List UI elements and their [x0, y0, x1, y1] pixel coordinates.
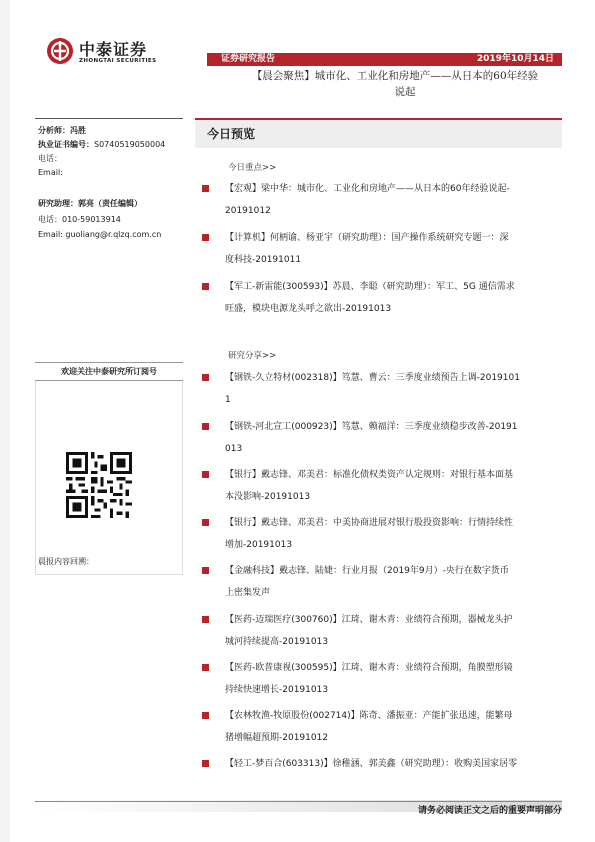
assistant-phone: 电话：010-59013914 [38, 215, 121, 224]
bullet-icon [202, 283, 209, 290]
focus-item[interactable]: 【计算机】何柄谕、杨亚宇（研究助理）：国产操作系统研究专题一：深 度科技-20191011 [225, 233, 509, 265]
bullet-icon [202, 234, 209, 241]
focus-section-head: 今日重点>> [228, 163, 277, 173]
feedback-label: 晨报内容回溯： [38, 557, 94, 566]
bullet-icon [202, 567, 209, 574]
bullet-icon [202, 471, 209, 478]
analyst-email: Email: [38, 168, 63, 177]
today-preview-header [195, 118, 562, 148]
bullet-icon [202, 185, 209, 192]
analyst-label: 分析师：冯胜 [38, 126, 86, 135]
today-preview-title: 今日预览 [207, 127, 256, 141]
bullet-icon [202, 616, 209, 623]
title-line-2: 说起 [394, 86, 416, 98]
company-logo [47, 36, 177, 70]
subscribe-text: 欢迎关注中泰研究所订阅号 [61, 367, 157, 376]
share-section-head: 研究分享>> [228, 351, 277, 361]
license-number: S0740519050004 [94, 140, 166, 149]
license-row: 执业证书编号：S0740519050004 [38, 140, 166, 149]
report-date: 2019年10月14日 [476, 54, 554, 64]
bullet-icon [202, 664, 209, 671]
bullet-icon [202, 712, 209, 719]
bullet-icon [202, 423, 209, 430]
qr-code-icon[interactable] [66, 452, 132, 518]
share-item[interactable]: 【农林牧渔-牧原股份(002714)】陈奇、潘振亚：产能扩张迅速，能繁母 猪增幅超预期-20191012 [225, 711, 513, 743]
share-item[interactable]: 【金融科技】戴志锋、陆婕：行业月报（2019年9月）-央行在数字货币 上密集发声 [225, 566, 509, 598]
share-item[interactable]: 【钢铁-河北宣工(000923)】笃慧、赖福洋：三季度业绩稳步改善-20191 013 [225, 422, 518, 454]
assistant-email[interactable]: Email: guoliang@r.qlzq.com.cn [38, 230, 162, 239]
share-item[interactable]: 【银行】戴志锋、邓美君：标准化债权类资产认定规则：对银行基本面基 本没影响-20191013 [225, 470, 514, 502]
page-margin [0, 0, 10, 842]
share-item[interactable]: 【医药-迈瑞医疗(300760)】江琦、谢木青：业绩符合预期，器械龙头护 城河持续提高-20191013 [225, 615, 513, 647]
focus-item[interactable]: 【军工-新雷能(300593)】苏晨、李聪（研究助理）：军工、5G 通信需求 旺盛，模块电源龙头呼之欲出-20191013 [225, 282, 515, 314]
analyst-phone: 电话： [38, 154, 62, 163]
header-bar [207, 53, 562, 66]
footer-rule [35, 801, 562, 802]
logo-text-cn: 中泰证券 [79, 40, 148, 59]
focus-item[interactable]: 【宏观】梁中华：城市化、工业化和房地产——从日本的60年经验说起- 20191012 [225, 184, 510, 216]
share-item[interactable]: 【轻工-梦百合(603313)】徐稚涵、郭美鑫（研究助理）：收购美国家居零 [225, 759, 518, 769]
share-item[interactable]: 【钢铁-久立特材(002318)】笃慧、曹云：三季度业绩预告上调-2019101 1 [225, 373, 520, 405]
subscribe-banner [35, 362, 183, 381]
assistant-label: 研究助理：郭亮（责任编辑） [38, 199, 142, 208]
sidebar-top-rule [35, 118, 183, 119]
report-type: 证券研究报告 [221, 54, 276, 64]
bullet-icon [202, 374, 209, 381]
logo-text-en: ZHONGTAI SECURITIES [79, 58, 157, 64]
logo-emblem-icon [47, 38, 73, 64]
footer-notice: 请务必阅读正文之后的重要声明部分 [417, 806, 562, 816]
bullet-icon [202, 519, 209, 526]
share-item[interactable]: 【银行】戴志锋、邓美君：中美协商进展对银行股投资影响：行情持续性 增加-20191013 [225, 518, 514, 550]
report-title [228, 68, 562, 100]
share-item[interactable]: 【医药-欧普康视(300595)】江琦、谢木青：业绩符合预期，角膜塑形镜 持续快速增长-20191013 [225, 663, 513, 695]
bullet-icon [202, 760, 209, 767]
title-line-1: 【晨会聚焦】城市化、工业化和房地产——从日本的60年经验 [251, 70, 539, 82]
